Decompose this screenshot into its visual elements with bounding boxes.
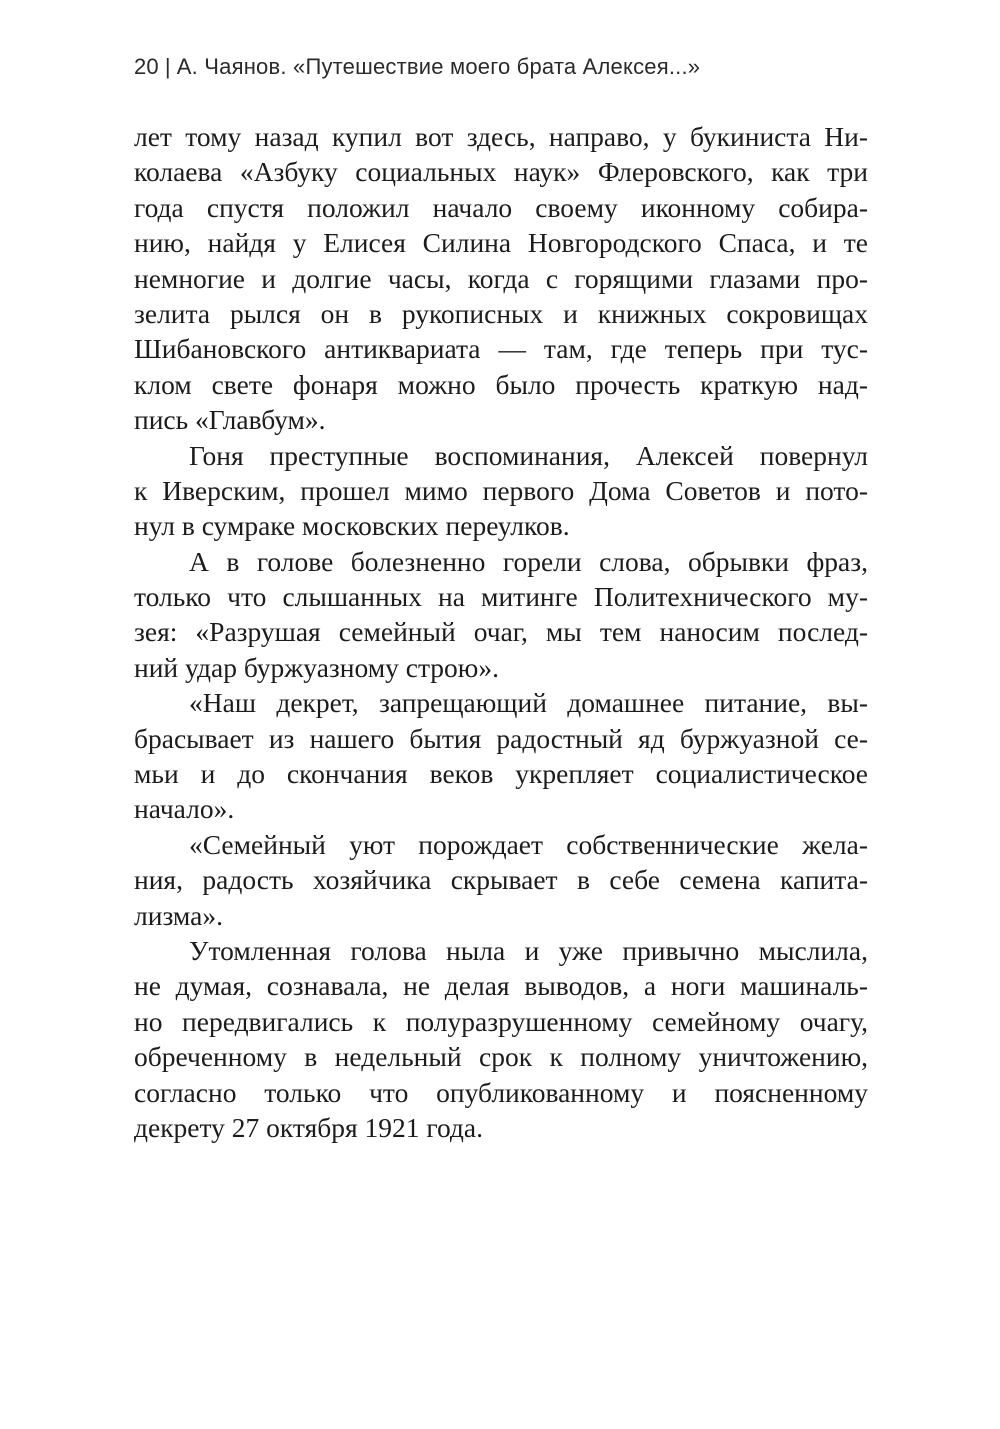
text-line: лет тому назад купил вот здесь, направо, у букиниста Ни-	[134, 121, 868, 152]
text-line: года спустя положил начало своему иконному собира-	[134, 191, 868, 223]
text-line: ния, радость хозяйчика скрывает в себе семена капита-	[134, 864, 868, 896]
running-head	[134, 52, 700, 82]
text-line: но передвигались к полуразрушенному семейному очагу,	[134, 1005, 868, 1037]
text-line: «Наш декрет, запрещающий домашнее питание, вы-	[189, 687, 868, 719]
paragraph	[134, 544, 868, 686]
paragraph	[134, 119, 868, 438]
text-line: ний удар буржуазному строю».	[134, 651, 499, 683]
paragraph	[134, 685, 868, 827]
text-line: согласно только что опубликованному и поясненному	[134, 1076, 868, 1108]
paragraph	[134, 438, 868, 544]
text-line: нул в сумраке московских переулков.	[134, 510, 570, 542]
text-line: только что слышанных на митинге Политехнического му-	[134, 581, 868, 613]
text-line: зея: «Разрушая семейный очаг, мы тем наносим послед-	[134, 616, 868, 648]
text-line: мьи и до скончания веков укрепляет социалистическое	[134, 758, 868, 790]
text-line: зелита рылся он в рукописных и книжных сокровищах	[134, 297, 868, 329]
text-line: Гоня преступные воспоминания, Алексей повернул	[189, 439, 868, 471]
text-line: брасывает из нашего бытия радостный яд буржуазной се-	[134, 722, 868, 754]
text-line: начало».	[134, 793, 235, 825]
page-number: 20	[134, 54, 159, 79]
text-line: немногие и долгие часы, когда с горящими глазами про-	[134, 262, 868, 294]
header-title: А. Чаянов. «Путешествие моего брата Алексея...»	[176, 54, 701, 79]
text-line: лизма».	[134, 899, 223, 931]
text-line: Шибановского антиквариата — там, где теперь при тус-	[134, 333, 868, 365]
text-line: декрету 27 октября 1921 года.	[134, 1111, 483, 1143]
text-line: пись «Главбум».	[134, 404, 326, 436]
text-line: А в голове болезненно горели слова, обрывки фраз,	[189, 545, 868, 577]
text-line: колаева «Азбуку социальных наук» Флеровского, как три	[134, 156, 868, 188]
text-line: Утомленная голова ныла и уже привычно мыслила,	[189, 934, 868, 966]
paragraph	[134, 933, 868, 1145]
header-separator: |	[164, 54, 171, 79]
text-line: обреченному в недельный срок к полному уничтожению,	[134, 1041, 868, 1073]
text-line: не думая, сознавала, не делая выводов, а ноги машиналь-	[134, 970, 868, 1002]
text-line: нию, найдя у Елисея Силина Новгородского Спаса, и те	[134, 227, 868, 259]
paragraph	[134, 827, 868, 933]
text-line: «Семейный уют порождает собственнические жела-	[189, 828, 868, 860]
text-line: к Иверским, прошел мимо первого Дома Советов и пото-	[134, 474, 868, 506]
body-text	[134, 119, 868, 1145]
text-line: клом свете фонаря можно было прочесть краткую над-	[134, 368, 868, 400]
